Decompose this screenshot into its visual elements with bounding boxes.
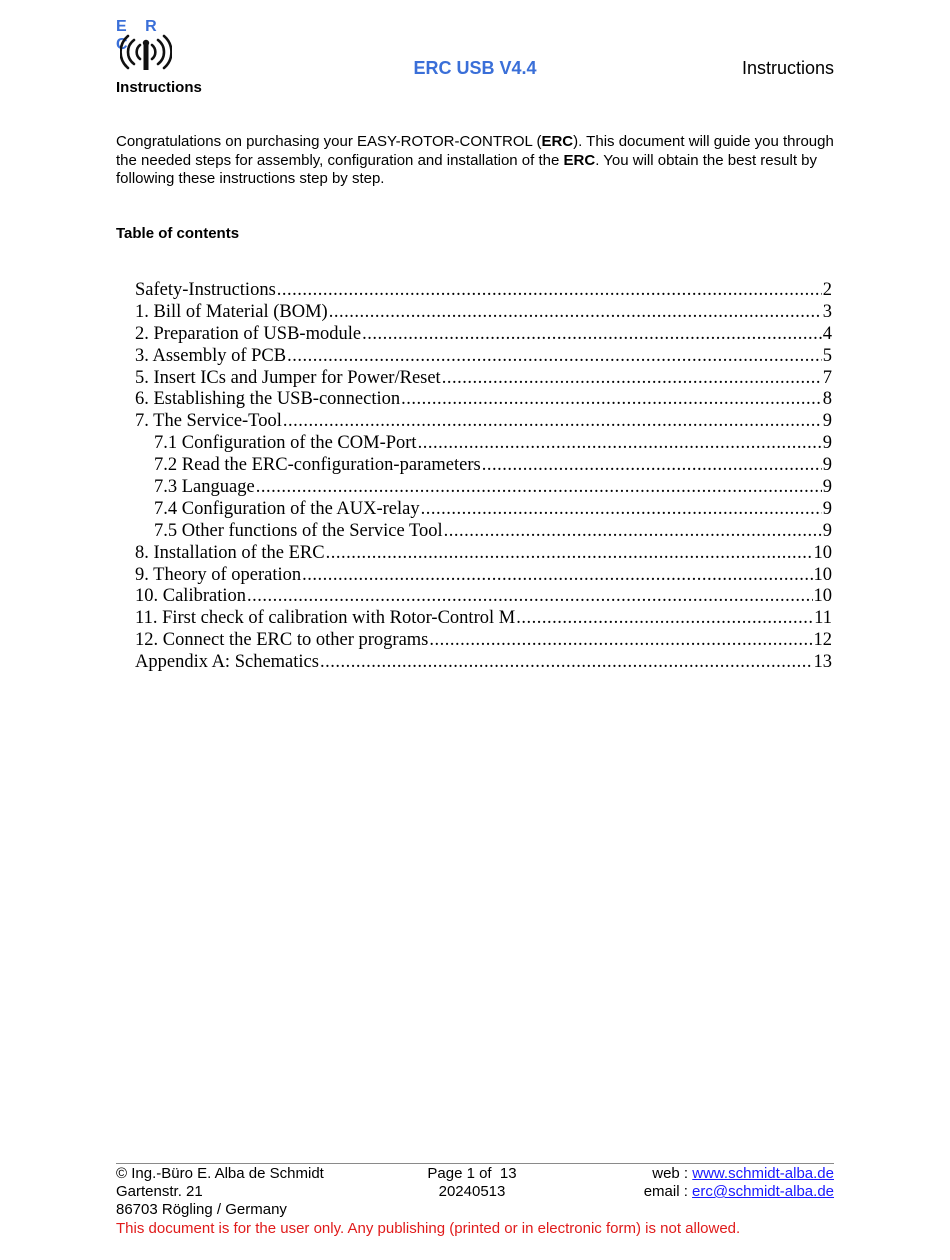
header-instructions-left: Instructions [116, 79, 202, 96]
toc-entry[interactable] [135, 346, 832, 368]
toc-entry-title: Safety-Instructions [135, 280, 276, 300]
intro-text-3: . You will obtain the best result by following these instructions step by step. [116, 151, 817, 187]
toc-subentry[interactable] [135, 499, 832, 521]
toc-leader-dots [256, 477, 822, 499]
toc-entry-title: Appendix A: Schematics [135, 652, 319, 673]
table-of-contents [135, 280, 832, 674]
toc-leader-dots [287, 346, 822, 368]
intro-text-2: ). This document will guide you through the needed steps for assembly, configuration and installation of the [116, 133, 834, 169]
toc-entry-title: 6. Establishing the USB-connection [135, 389, 401, 410]
document-title: ERC USB V4.4 [413, 58, 537, 78]
footer-address [116, 1165, 324, 1219]
toc-entry-title: 12. Connect the ERC to other programs [135, 630, 429, 651]
toc-entry-page: 9 [822, 477, 832, 498]
toc-entry-page: 9 [822, 498, 832, 519]
toc-entry-page: 9 [822, 455, 832, 476]
toc-entry-page: 9 [822, 433, 832, 454]
toc-entry-title: 3. Assembly of PCB [135, 345, 287, 366]
toc-entry-page: 8 [822, 389, 832, 410]
toc-entry[interactable] [135, 630, 832, 652]
toc-entry[interactable] [135, 411, 832, 433]
toc-leader-dots [283, 411, 822, 433]
footer-page-info [427, 1165, 517, 1201]
toc-entry[interactable] [135, 586, 832, 608]
toc-entry-page: 12 [813, 630, 832, 651]
intro-bold-1: ERC [541, 133, 574, 150]
footer-email-link[interactable]: erc@schmidt-alba.de [692, 1183, 834, 1200]
toc-subentry[interactable] [135, 477, 832, 499]
toc-heading: Table of contents [116, 225, 240, 242]
footer-disclaimer: This document is for the user only. Any publishing (printed or in electronic form) is not allowed. [116, 1220, 741, 1237]
intro-paragraph [116, 133, 836, 189]
toc-entry-title: 2. Preparation of USB-module [135, 323, 362, 344]
footer-date: 20240513 [438, 1183, 506, 1200]
logo-letters: E R C [116, 18, 164, 53]
footer-company: © Ing.-Büro E. Alba de Schmidt [116, 1165, 324, 1182]
toc-leader-dots [247, 586, 813, 608]
toc-entry-title: 7.4 Configuration of the AUX-relay [154, 498, 420, 519]
footer-page-number: Page 1 of 13 [427, 1165, 517, 1182]
toc-entry-title: 7.3 Language [154, 477, 255, 498]
toc-entry-page: 4 [822, 323, 832, 344]
footer-email-label: email : [643, 1183, 693, 1200]
toc-entry-title: 7.2 Read the ERC-configuration-parameters [154, 455, 481, 476]
intro-bold-2: ERC [563, 151, 596, 169]
toc-entry-page: 3 [822, 301, 832, 322]
footer-street: Gartenstr. 21 [116, 1183, 203, 1200]
toc-entry[interactable] [135, 280, 832, 302]
toc-entry-page: 10 [813, 564, 832, 585]
footer-city: 86703 Rögling / Germany [116, 1201, 287, 1218]
toc-entry-page: 11 [814, 608, 832, 629]
footer-web-link[interactable]: www.schmidt-alba.de [692, 1165, 834, 1182]
toc-entry-page: 10 [813, 586, 832, 607]
toc-subentry[interactable] [135, 455, 832, 477]
toc-leader-dots [302, 565, 812, 587]
toc-entry-title: 7.5 Other functions of the Service Tool [154, 520, 443, 541]
toc-leader-dots [401, 389, 822, 411]
toc-entry-title: 10. Calibration [135, 586, 246, 607]
footer-web-label: web : [652, 1165, 693, 1182]
toc-entry-page: 5 [822, 345, 832, 366]
toc-leader-dots [362, 324, 822, 346]
toc-entry[interactable] [135, 389, 832, 411]
toc-leader-dots [516, 608, 813, 630]
intro-text-1: Congratulations on purchasing your EASY-ROTOR-CONTROL ( [116, 133, 542, 150]
toc-entry-title: 8. Installation of the ERC [135, 542, 325, 563]
footer-divider [116, 1163, 834, 1164]
toc-entry-page: 9 [822, 411, 832, 432]
toc-entry[interactable] [135, 302, 832, 324]
toc-leader-dots [277, 280, 822, 302]
toc-entry-page: 2 [822, 280, 832, 300]
toc-entry[interactable] [135, 608, 832, 630]
toc-subentry[interactable] [135, 521, 832, 543]
toc-entry-page: 7 [822, 367, 832, 388]
toc-leader-dots [418, 433, 822, 455]
header-instructions-right: Instructions [741, 58, 834, 78]
toc-entry-title: 7.1 Configuration of the COM-Port [154, 433, 417, 454]
toc-entry-title: 9. Theory of operation [135, 564, 302, 585]
toc-entry-page: 10 [813, 542, 832, 563]
toc-leader-dots [482, 455, 822, 477]
toc-entry-page: 9 [822, 520, 832, 541]
toc-entry-title: 11. First check of calibration with Rotor-Control M [135, 608, 516, 629]
toc-leader-dots [421, 499, 822, 521]
footer-contact [644, 1165, 834, 1201]
toc-entry[interactable] [135, 543, 832, 565]
toc-entry-title: 7. The Service-Tool [135, 411, 282, 432]
toc-entry[interactable] [135, 368, 832, 390]
toc-leader-dots [329, 302, 822, 324]
toc-entry-title: 5. Insert ICs and Jumper for Power/Reset [135, 367, 441, 388]
toc-leader-dots [444, 521, 822, 543]
toc-subentry[interactable] [135, 433, 832, 455]
toc-leader-dots [320, 652, 813, 674]
toc-entry[interactable] [135, 324, 832, 346]
toc-entry-title: 1. Bill of Material (BOM) [135, 301, 328, 322]
toc-leader-dots [326, 543, 813, 565]
toc-leader-dots [442, 368, 822, 390]
toc-entry[interactable] [135, 652, 832, 674]
toc-entry-page: 13 [813, 652, 832, 673]
toc-leader-dots [429, 630, 812, 652]
toc-entry[interactable] [135, 565, 832, 587]
